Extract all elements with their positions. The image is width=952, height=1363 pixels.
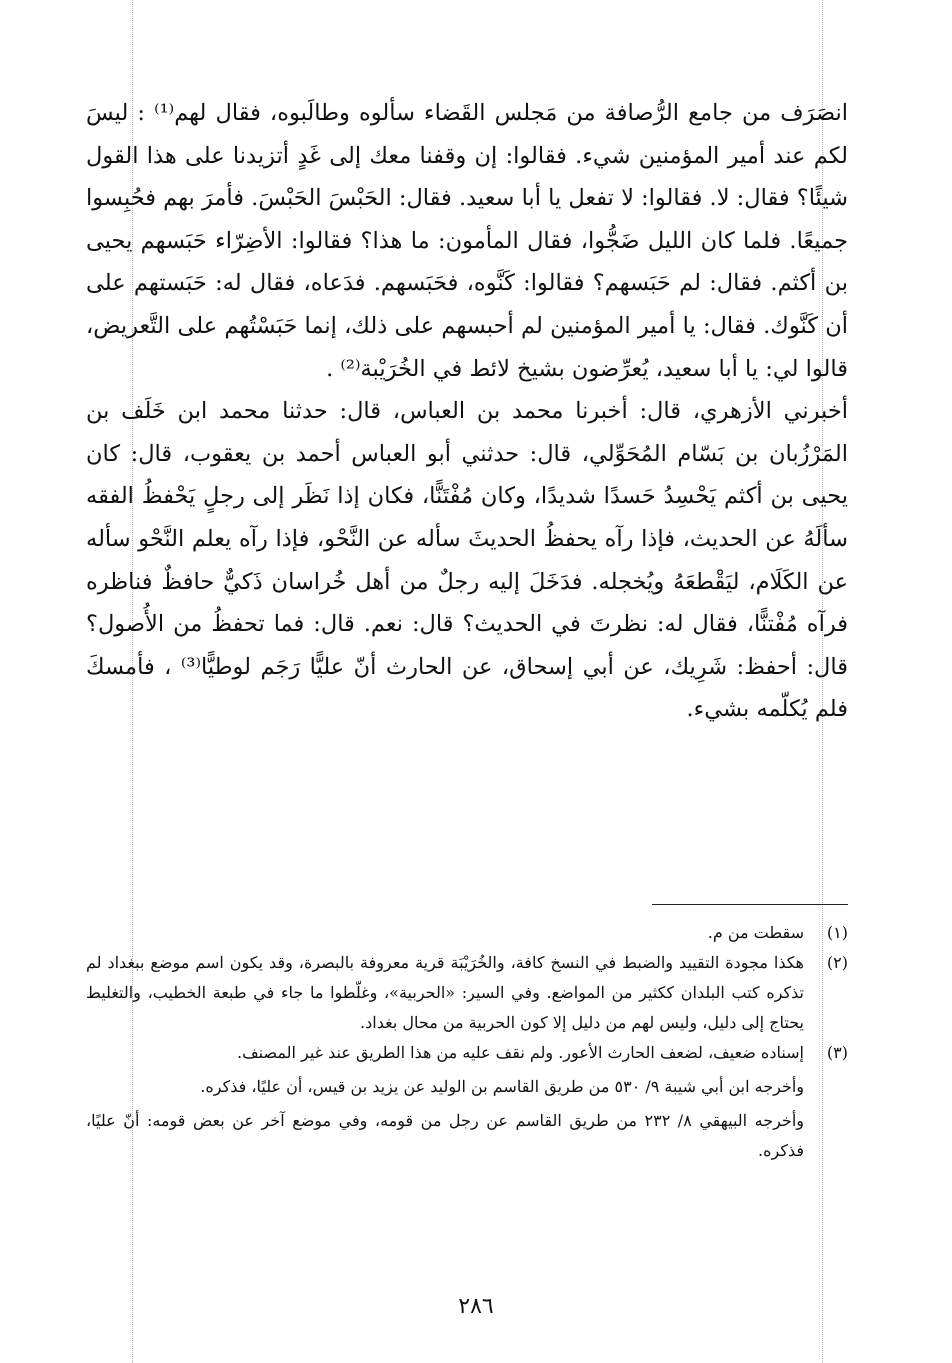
footnote-divider — [652, 904, 848, 905]
page-number: ٢٨٦ — [458, 1294, 494, 1319]
footnote-1 — [86, 918, 848, 948]
footnote-3-extra-2: وأخرجه البيهقي ٨/ ٢٣٢ من طريق القاسم عن رجل من قومه، وفي موضع آخر عن بعض قومه: أنّ عليًا، فذكره. — [86, 1111, 804, 1160]
footnote-3 — [86, 1038, 848, 1068]
main-paragraph-1: انصَرَف من جامع الرُّصافة من مَجلس القَضاء سألوه وطالَبوه، فقال لهم⁽¹⁾ : ليسَ لكم عند أمير المؤمنين شيء. فقالوا: إن وقفنا معك إلى غَدٍ أتزيدنا على هذا القول شيئًا؟ فقال: لا. فقالوا: لا تفعل يا أبا سعيد. فقال: الحَبْسَ الحَبْسَ. فأمرَ بهم فحُبِسوا جميعًا. فلما كان الليل ضَجُّوا، فقال المأمون: ما هذا؟ فقالوا: الأضِرّاء حَبَسهم يحيى بن أكثم. فقال: لم حَبَسهم؟ فقالوا: كَنَّوه، فحَبَسهم. فدَعاه، فقال له: حَبَستهم على أن كَنَّوك. فقال: يا أمير المؤمنين لم أحبسهم على ذلك، إنما حَبَسْتُهم على التَّعريض، قالوا لي: يا أبا سعيد، يُعرِّضون بشيخ لائط في الخُرَيْبة⁽²⁾ . — [86, 100, 848, 382]
footnote-text: سقطت من م. — [707, 923, 804, 942]
footnote-2 — [86, 948, 848, 1038]
footnotes-section — [86, 918, 848, 1166]
footnote-number: (٣) — [826, 1043, 848, 1062]
footnote-text: هكذا مجودة التقييد والضبط في النسخ كافة، والخُرَيْبَة قرية معروفة بالبصرة، وقد يكون اسم موضع ببغداد لم تذكره كتب البلدان ككثير من المواضع. وفي السير: «الحربية»، وغلّطوا ما جاء في طبعة الخطيب، والتغليط يحتاج إلى دليل، وليس لهم من دليل إلا كون الحربية من محال بغداد. — [86, 953, 804, 1032]
footnote-text: إسناده ضعيف، لضعف الحارث الأعور. ولم نقف عليه من هذا الطريق عند غير المصنف. — [236, 1043, 804, 1062]
main-paragraph-2: أخبرني الأزهري، قال: أخبرنا محمد بن العباس، قال: حدثنا محمد ابن خَلَف بن المَرْزُبان بن بَسّام المُحَوِّلي، قال: حدثني أبو العباس أحمد بن يعقوب، قال: كان يحيى بن أكثم يَحْسِدُ حَسدًا شديدًا، وكان مُفْتَنًّا، فكان إذا نَظَر إلى رجلٍ يَحْفظُ الفقه سألَهُ عن الحديث، فإذا رآه يحفظُ الحديثَ سأله عن النَّحْو، فإذا رآه يعلم النَّحْو سأله عن الكَلَام، ليَقْطعَهُ ويُخجله. فدَخَلَ إليه رجلٌ من أهل خُراسان ذَكيٌّ حافظٌ فناظره فرآه مُفْتنًّا، فقال له: نظرتَ في الحديث؟ قال: نعم. قال: فما تحفظُ من الأُصول؟ قال: أحفظ: شَرِيك، عن أبي إسحاق، عن الحارث أنّ عليًّا رَجَم لوطيًّا⁽³⁾ ، فأمسكَ فلم يُكلّمه بشيء. — [86, 398, 849, 723]
footnote-number: (٢) — [826, 953, 848, 972]
footnote-number: (١) — [826, 923, 848, 942]
footnote-3-extra-1: وأخرجه ابن أبي شيبة ٩/ ٥٣٠ من طريق القاسم بن الوليد عن يزيد بن قيس، أن عليًا، فذكره. — [200, 1077, 804, 1096]
book-page — [86, 92, 849, 1160]
